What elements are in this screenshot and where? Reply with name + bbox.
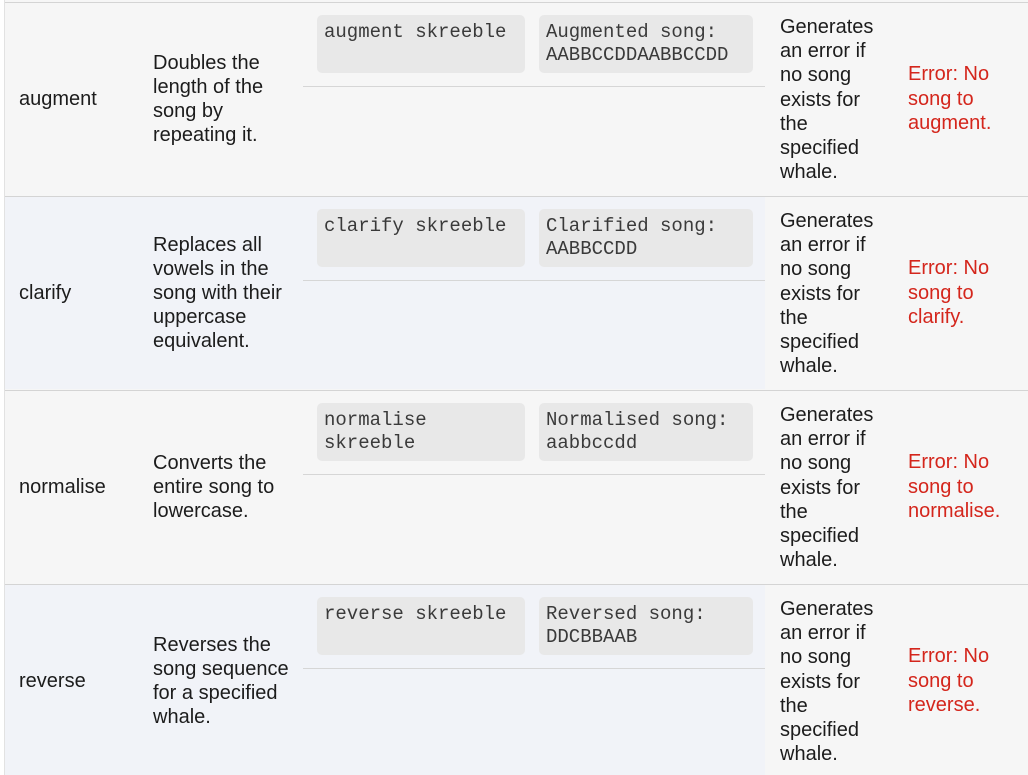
error-condition: Generates an error if no song exists for the specified whale. [780, 598, 874, 766]
command-examples [303, 391, 765, 583]
error-message: Error: No song to reverse. [908, 645, 990, 717]
table-row-clarify [5, 196, 1028, 389]
command-name: augment [19, 88, 97, 110]
example-divider [303, 474, 765, 475]
error-condition: Generates an error if no song exists for the specified whale. [780, 210, 874, 378]
example-command-code: augment skreeble [317, 15, 525, 73]
error-column [765, 391, 1028, 583]
example-command-code: clarify skreeble [317, 209, 525, 267]
error-column [765, 585, 1028, 775]
command-examples [303, 585, 765, 775]
example-command-code: reverse skreeble [317, 597, 525, 655]
command-name: normalise [19, 476, 106, 498]
error-message: Error: No song to clarify. [908, 257, 990, 329]
command-description: Doubles the length of the song by repeating it. [153, 52, 264, 146]
error-condition: Generates an error if no song exists for the specified whale. [780, 404, 874, 572]
error-message: Error: No song to normalise. [908, 451, 1001, 523]
example-divider [303, 86, 765, 87]
error-column [765, 3, 1028, 195]
example-divider [303, 668, 765, 669]
command-description: Reverses the song sequence for a specified whale. [153, 634, 289, 728]
table-row-normalise [5, 390, 1028, 583]
table-row-reverse [5, 584, 1028, 775]
command-description: Converts the entire song to lowercase. [153, 452, 275, 522]
error-column [765, 197, 1028, 389]
command-name: reverse [19, 670, 86, 692]
command-examples [303, 3, 765, 195]
example-output-code: Clarified song: AABBCCDD [539, 209, 753, 267]
error-message: Error: No song to augment. [908, 63, 992, 135]
example-output-code: Reversed song: DDCBBAAB [539, 597, 753, 655]
example-command-code: normalise skreeble [317, 403, 525, 461]
command-name: clarify [19, 282, 72, 304]
example-output-code: Normalised song: aabbccdd [539, 403, 753, 461]
command-description: Replaces all vowels in the song with their uppercase equivalent. [153, 234, 282, 352]
example-divider [303, 280, 765, 281]
example-output-code: Augmented song: AABBCCDDAABBCCDD [539, 15, 753, 73]
table-row-augment [5, 2, 1028, 195]
error-condition: Generates an error if no song exists for the specified whale. [780, 16, 874, 184]
command-examples [303, 197, 765, 389]
